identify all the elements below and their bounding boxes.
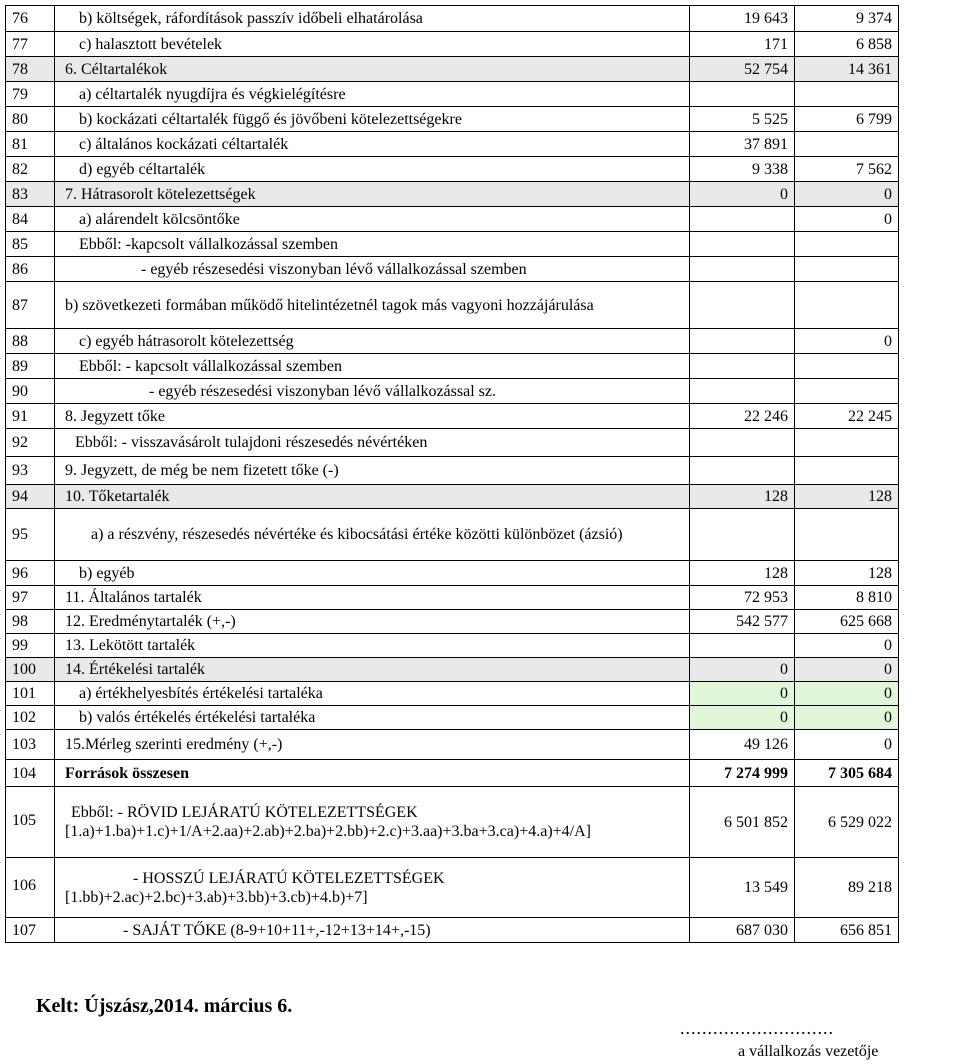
row-number: 101 xyxy=(6,682,55,706)
value-current: 0 xyxy=(795,207,899,232)
value-current: 656 851 xyxy=(795,918,899,943)
table-row xyxy=(6,32,899,57)
table-row xyxy=(6,429,899,457)
table-row xyxy=(6,706,899,730)
table-row xyxy=(6,787,899,858)
table-row xyxy=(6,485,899,509)
row-number: 83 xyxy=(6,182,55,207)
row-label: - SAJÁT TŐKE (8-9+10+11+,-12+13+14+,-15) xyxy=(55,918,690,943)
value-previous xyxy=(690,634,795,658)
value-current xyxy=(795,354,899,379)
row-label: a) értékhelyesbítés értékelési tartaléka xyxy=(55,682,690,706)
table-row xyxy=(6,509,899,561)
value-current: 9 374 xyxy=(795,6,899,32)
table-row xyxy=(6,379,899,404)
value-current: 8 810 xyxy=(795,586,899,610)
row-number: 97 xyxy=(6,586,55,610)
table-row xyxy=(6,634,899,658)
value-previous: 0 xyxy=(690,658,795,682)
value-previous: 0 xyxy=(690,682,795,706)
signer-title: a vállalkozás vezetője xyxy=(738,1043,879,1060)
row-number: 84 xyxy=(6,207,55,232)
row-number: 106 xyxy=(6,858,55,918)
value-current: 89 218 xyxy=(795,858,899,918)
value-previous: 128 xyxy=(690,485,795,509)
row-number: 98 xyxy=(6,610,55,634)
row-number: 78 xyxy=(6,57,55,82)
value-current: 7 305 684 xyxy=(795,760,899,787)
value-previous: 22 246 xyxy=(690,404,795,429)
row-label: b) költségek, ráfordítások passzív időbeli elhatárolása xyxy=(55,6,690,32)
row-label: a) a részvény, részesedés névértéke és kibocsátási értéke közötti különbözet (ázsió) xyxy=(55,509,690,561)
row-label: c) egyéb hátrasorolt kötelezettség xyxy=(55,329,690,354)
table-row xyxy=(6,157,899,182)
row-label: b) szövetkezeti formában működő hitelintézetnél tagok más vagyoni hozzájárulása xyxy=(55,282,690,329)
value-previous: 542 577 xyxy=(690,610,795,634)
table-row xyxy=(6,282,899,329)
value-previous: 0 xyxy=(690,182,795,207)
value-previous xyxy=(690,354,795,379)
table-row xyxy=(6,257,899,282)
value-current: 6 799 xyxy=(795,107,899,132)
value-current xyxy=(795,257,899,282)
row-number: 96 xyxy=(6,561,55,586)
value-previous: 5 525 xyxy=(690,107,795,132)
table-row xyxy=(6,107,899,132)
row-label-formula: [1.a)+1.ba)+1.c)+1/A+2.aa)+2.ab)+2.ba)+2.bb)+2.c)+3.aa)+3.ba+3.ca)+4.a)+4/A] xyxy=(65,823,591,840)
row-label: b) egyéb xyxy=(55,561,690,586)
row-label: Ebből: -kapcsolt vállalkozással szemben xyxy=(55,232,690,257)
value-current xyxy=(795,82,899,107)
row-label: a) alárendelt kölcsöntőke xyxy=(55,207,690,232)
row-label: - egyéb részesedési viszonyban lévő vállalkozással szemben xyxy=(55,257,690,282)
value-previous xyxy=(690,329,795,354)
table-row xyxy=(6,760,899,787)
value-previous: 6 501 852 xyxy=(690,787,795,858)
value-current: 128 xyxy=(795,561,899,586)
row-number: 95 xyxy=(6,509,55,561)
value-previous: 37 891 xyxy=(690,132,795,157)
value-previous: 9 338 xyxy=(690,157,795,182)
table-row xyxy=(6,404,899,429)
value-current xyxy=(795,429,899,457)
row-number: 92 xyxy=(6,429,55,457)
value-previous: 7 274 999 xyxy=(690,760,795,787)
value-previous: 171 xyxy=(690,32,795,57)
table-row xyxy=(6,586,899,610)
value-current: 0 xyxy=(795,182,899,207)
value-current: 7 562 xyxy=(795,157,899,182)
value-current xyxy=(795,509,899,561)
value-current xyxy=(795,379,899,404)
value-current xyxy=(795,457,899,485)
value-current: 6 529 022 xyxy=(795,787,899,858)
value-previous: 0 xyxy=(690,706,795,730)
value-current: 6 858 xyxy=(795,32,899,57)
table-row xyxy=(6,6,899,32)
row-label: 10. Tőketartalék xyxy=(55,485,690,509)
value-current: 0 xyxy=(795,730,899,760)
balance-sheet-table xyxy=(5,5,899,943)
value-current: 128 xyxy=(795,485,899,509)
value-current: 0 xyxy=(795,634,899,658)
table-row xyxy=(6,730,899,760)
row-label: Ebből: - visszavásárolt tulajdoni részesedés névértéken xyxy=(55,429,690,457)
table-row xyxy=(6,132,899,157)
row-label: 6. Céltartalékok xyxy=(55,57,690,82)
row-number: 79 xyxy=(6,82,55,107)
table-row xyxy=(6,57,899,82)
table-row xyxy=(6,610,899,634)
row-label xyxy=(55,787,690,858)
row-label: Ebből: - kapcsolt vállalkozással szemben xyxy=(55,354,690,379)
value-current xyxy=(795,132,899,157)
row-number: 81 xyxy=(6,132,55,157)
row-number: 93 xyxy=(6,457,55,485)
row-label: 11. Általános tartalék xyxy=(55,586,690,610)
table-row xyxy=(6,858,899,918)
row-label: 12. Eredménytartalék (+,-) xyxy=(55,610,690,634)
value-previous: 687 030 xyxy=(690,918,795,943)
row-number: 103 xyxy=(6,730,55,760)
table-row xyxy=(6,82,899,107)
date-place-line: Kelt: Újszász,2014. március 6. xyxy=(36,995,293,1017)
row-label: 13. Lekötött tartalék xyxy=(55,634,690,658)
value-previous: 52 754 xyxy=(690,57,795,82)
value-previous xyxy=(690,82,795,107)
value-current: 14 361 xyxy=(795,57,899,82)
value-previous xyxy=(690,207,795,232)
value-current xyxy=(795,282,899,329)
row-label: a) céltartalék nyugdíjra és végkielégítésre xyxy=(55,82,690,107)
value-previous xyxy=(690,429,795,457)
row-label: - egyéb részesedési viszonyban lévő vállalkozással sz. xyxy=(55,379,690,404)
row-label: 15.Mérleg szerinti eredmény (+,-) xyxy=(55,730,690,760)
value-previous xyxy=(690,509,795,561)
row-number: 89 xyxy=(6,354,55,379)
row-number: 107 xyxy=(6,918,55,943)
row-number: 91 xyxy=(6,404,55,429)
row-label-formula: [1.bb)+2.ac)+2.bc)+3.ab)+3.bb)+3.cb)+4.b)+7] xyxy=(65,888,368,906)
value-current: 22 245 xyxy=(795,404,899,429)
value-previous: 128 xyxy=(690,561,795,586)
table-row xyxy=(6,918,899,943)
row-number: 100 xyxy=(6,658,55,682)
row-number: 77 xyxy=(6,32,55,57)
value-previous: 13 549 xyxy=(690,858,795,918)
row-number: 102 xyxy=(6,706,55,730)
row-number: 86 xyxy=(6,257,55,282)
value-current: 0 xyxy=(795,682,899,706)
row-label: d) egyéb céltartalék xyxy=(55,157,690,182)
value-current: 625 668 xyxy=(795,610,899,634)
table-row xyxy=(6,682,899,706)
value-previous xyxy=(690,379,795,404)
value-previous xyxy=(690,282,795,329)
table-row xyxy=(6,232,899,257)
row-label-title: Ebből: - RÖVID LEJÁRATÚ KÖTELEZETTSÉGEK xyxy=(71,804,418,821)
row-label: c) általános kockázati céltartalék xyxy=(55,132,690,157)
table-row xyxy=(6,457,899,485)
row-label xyxy=(55,858,690,918)
row-label: b) valós értékelés értékelési tartaléka xyxy=(55,706,690,730)
value-previous xyxy=(690,232,795,257)
value-current: 0 xyxy=(795,329,899,354)
table-row xyxy=(6,658,899,682)
value-current: 0 xyxy=(795,658,899,682)
row-label: 9. Jegyzett, de még be nem fizetett tőke (-) xyxy=(55,457,690,485)
row-number: 99 xyxy=(6,634,55,658)
row-number: 105 xyxy=(6,787,55,858)
value-previous xyxy=(690,457,795,485)
table-row xyxy=(6,182,899,207)
row-number: 82 xyxy=(6,157,55,182)
table-row xyxy=(6,561,899,586)
row-label: 8. Jegyzett tőke xyxy=(55,404,690,429)
signature-dotted-line: ............................ xyxy=(680,1018,834,1038)
row-label: Források összesen xyxy=(55,760,690,787)
table-row xyxy=(6,329,899,354)
table-row xyxy=(6,207,899,232)
row-number: 88 xyxy=(6,329,55,354)
row-label: b) kockázati céltartalék függő és jövőbeni kötelezettségekre xyxy=(55,107,690,132)
value-previous: 72 953 xyxy=(690,586,795,610)
row-number: 87 xyxy=(6,282,55,329)
row-number: 90 xyxy=(6,379,55,404)
row-number: 94 xyxy=(6,485,55,509)
table-row xyxy=(6,354,899,379)
value-previous xyxy=(690,257,795,282)
row-label: 7. Hátrasorolt kötelezettségek xyxy=(55,182,690,207)
row-number: 76 xyxy=(6,6,55,32)
value-current xyxy=(795,232,899,257)
value-previous: 19 643 xyxy=(690,6,795,32)
row-number: 104 xyxy=(6,760,55,787)
row-label: 14. Értékelési tartalék xyxy=(55,658,690,682)
row-label: c) halasztott bevételek xyxy=(55,32,690,57)
row-number: 85 xyxy=(6,232,55,257)
row-label-title: - HOSSZÚ LEJÁRATÚ KÖTELEZETTSÉGEK xyxy=(133,869,445,887)
value-current: 0 xyxy=(795,706,899,730)
row-number: 80 xyxy=(6,107,55,132)
value-previous: 49 126 xyxy=(690,730,795,760)
